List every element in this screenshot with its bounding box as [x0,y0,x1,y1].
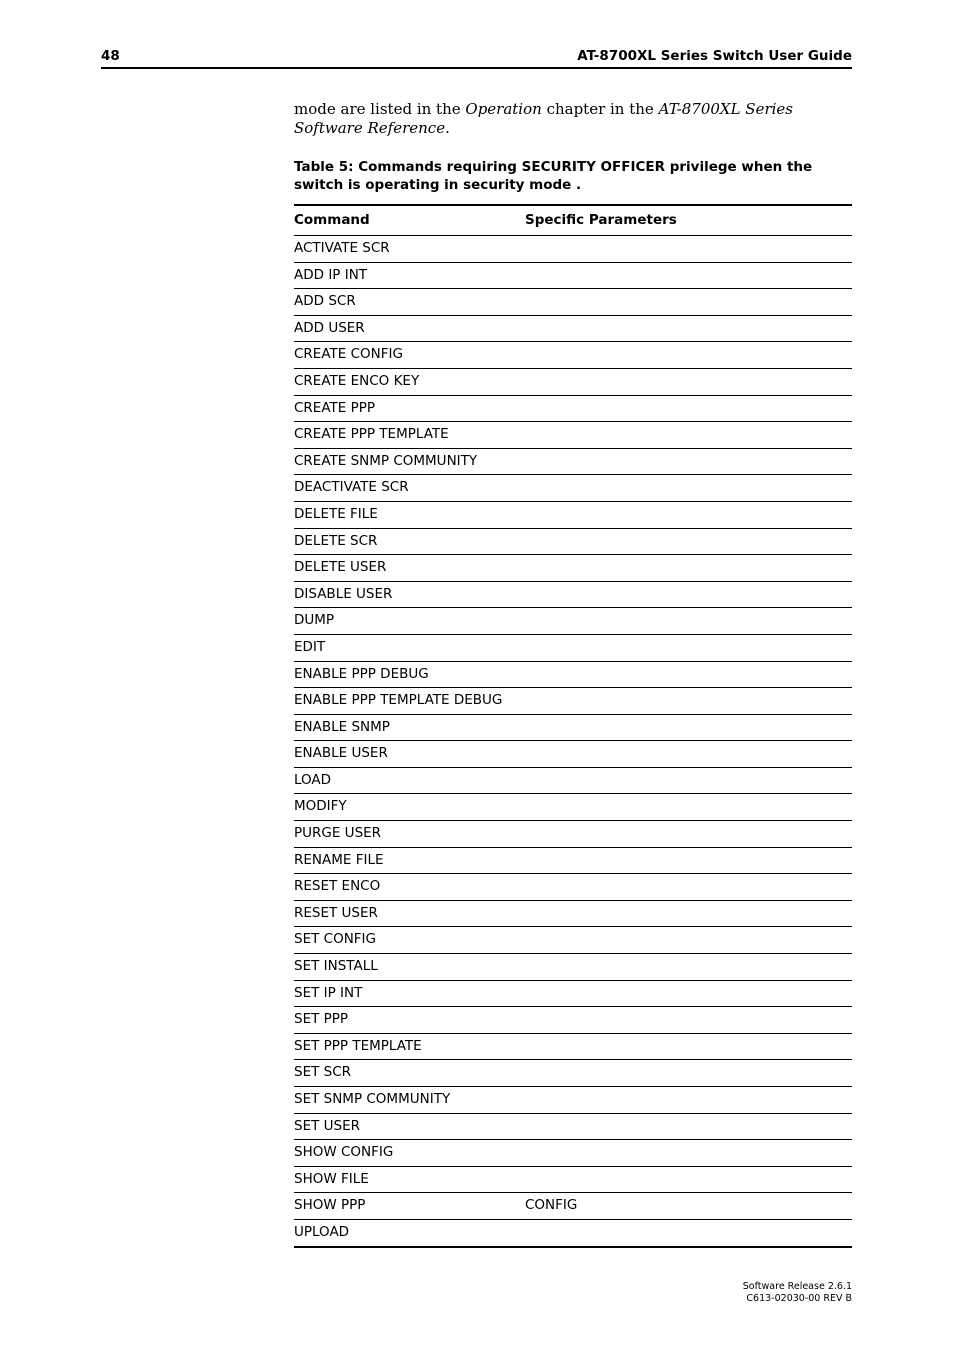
command-cell: CREATE PPP [294,399,376,416]
table-row [294,315,852,342]
table-row [294,368,852,395]
table-row [294,288,852,315]
command-cell: LOAD [294,771,332,788]
command-cell: SET SCR [294,1064,352,1081]
command-cell: SHOW FILE [294,1170,369,1187]
table-row [294,1166,852,1193]
command-cell: SET SNMP COMMUNITY [294,1091,451,1107]
intro-italic-reference: AT-8700XL Series Software Reference [294,100,794,137]
table-row [294,740,852,767]
command-cell: CREATE CONFIG [294,346,403,363]
table-row [294,714,852,741]
table-row [294,1006,852,1033]
command-cell: ENABLE PPP TEMPLATE DEBUG [294,692,503,709]
table-row [294,900,852,927]
table-row [294,1033,852,1060]
command-cell: DEACTIVATE SCR [294,479,409,496]
software-release: Software Release 2.6.1 [742,1281,852,1292]
table-caption: Table 5: Commands requiring SECURITY OFFICER privilege when the switch is operating in security mode . [294,159,813,193]
table-row [294,661,852,688]
command-cell: SHOW CONFIG [294,1144,394,1161]
table-row [294,926,852,953]
table-row [294,581,852,608]
intro-text-2: chapter in the [541,100,659,118]
table-row [294,1219,852,1246]
intro-text-3: . [445,119,450,137]
column-header-specific-parameters: Specific Parameters [525,212,677,228]
table-row [294,421,852,448]
command-cell: RENAME FILE [294,851,384,868]
command-cell: PURGE USER [294,825,382,842]
table-row [294,607,852,634]
command-cell: SET CONFIG [294,931,376,948]
table-row [294,395,852,422]
command-cell: ACTIVATE SCR [294,240,390,256]
command-cell: ADD SCR [294,293,356,310]
table-row [294,474,852,501]
table-row [294,634,852,661]
command-cell: UPLOAD [294,1223,350,1240]
parameters-cell: CONFIG [525,1197,578,1214]
table-row [294,767,852,794]
command-cell: SET PPP TEMPLATE [294,1037,422,1054]
table-row [294,501,852,528]
command-cell: MODIFY [294,798,347,815]
command-cell: ENABLE USER [294,745,388,762]
command-cell: DELETE USER [294,559,387,576]
table-row [294,1086,852,1113]
command-cell: SET INSTALL [294,958,378,975]
table-row [294,1059,852,1086]
page-footer [743,1281,852,1304]
commands-table [294,204,852,1248]
command-cell: EDIT [294,638,326,655]
command-cell: DELETE SCR [294,532,378,549]
page-number: 48 [101,48,120,64]
table-row [294,1192,852,1219]
page-header [101,47,852,69]
command-cell: ADD USER [294,319,365,336]
command-cell: SET USER [294,1117,360,1134]
command-cell: CREATE ENCO KEY [294,372,420,389]
table-row [294,1113,852,1140]
command-cell: CREATE SNMP COMMUNITY [294,452,478,469]
command-cell: ENABLE SNMP [294,718,390,735]
command-cell: RESET ENCO [294,878,381,895]
guide-title: AT-8700XL Series Switch User Guide [577,48,852,64]
command-cell: CREATE PPP TEMPLATE [294,426,449,443]
command-cell: ENABLE PPP DEBUG [294,665,429,682]
table-row [294,235,852,262]
document-number: C613-02030-00 REV B [746,1292,852,1304]
table-row [294,980,852,1007]
command-cell: ADD IP INT [294,266,368,283]
table-row [294,1139,852,1166]
intro-italic-operation: Operation [465,100,542,118]
table-row [294,847,852,874]
command-cell: SET IP INT [294,984,363,1001]
table-row [294,262,852,289]
command-cell: RESET USER [294,904,378,921]
command-cell: DUMP [294,612,335,629]
table-row [294,448,852,475]
column-header-command: Command [294,212,370,228]
table-row [294,873,852,900]
table-row [294,820,852,847]
table-row [294,554,852,581]
command-cell: DISABLE USER [294,585,393,602]
command-cell: SHOW PPP [294,1197,366,1214]
command-cell: DELETE FILE [294,505,378,522]
command-cell: SET PPP [294,1011,349,1028]
table-row [294,793,852,820]
intro-text-1: mode are listed in the [294,100,466,118]
table-row [294,687,852,714]
table-row [294,953,852,980]
table-row [294,341,852,368]
table-row [294,528,852,555]
table-header-row [294,206,852,235]
intro-paragraph [294,100,852,138]
